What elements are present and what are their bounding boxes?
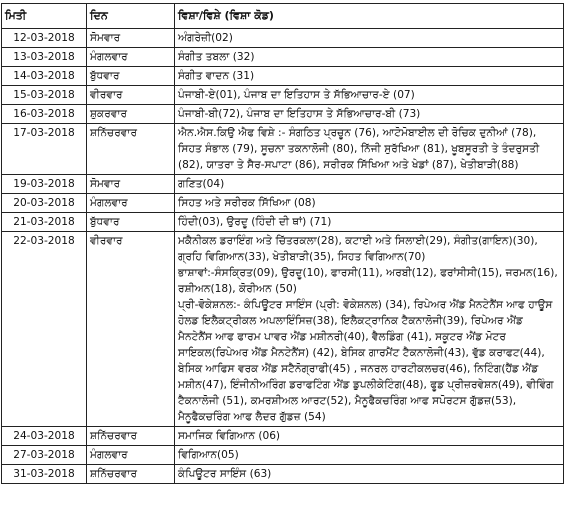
subject-text: ਪੰਜਾਬੀ-ਬੀ(72), ਪੰਜਾਬ ਦਾ ਇਤਿਹਾਸ ਤੇ ਸੱਭਿਆਚਾਰ-ਬੀ (73) (178, 108, 421, 120)
exam-day: ਮੰਗਲਵਾਰ (87, 194, 175, 213)
table-row (2, 67, 564, 86)
exam-date: 22-03-2018 (2, 232, 87, 427)
subject-text: ਅੰਗਰੇਜ਼ੀ(02) (178, 32, 233, 44)
exam-day: ਮੰਗਲਵਾਰ (87, 446, 175, 465)
exam-date: 27-03-2018 (2, 446, 87, 465)
subject-text: ਕੰਪਿਊਟਰ ਸਾਇੰਸ (63) (178, 468, 272, 480)
exam-subjects (175, 427, 564, 446)
exam-day: ਸ਼ਨਿੱਚਰਵਾਰ (87, 124, 175, 175)
table-row (2, 124, 564, 175)
exam-date: 31-03-2018 (2, 465, 87, 484)
exam-day: ਸ਼ਨਿੱਚਰਵਾਰ (87, 465, 175, 484)
exam-date: 16-03-2018 (2, 105, 87, 124)
subject-text: ਸੰਗੀਤ ਤਬਲਾ (32) (178, 51, 255, 63)
table-row (2, 175, 564, 194)
exam-day: ਮੰਗਲਵਾਰ (87, 48, 175, 67)
exam-subjects (175, 446, 564, 465)
exam-date: 14-03-2018 (2, 67, 87, 86)
exam-day: ਸੋਮਵਾਰ (87, 29, 175, 48)
table-row (2, 48, 564, 67)
exam-schedule-table (1, 3, 564, 484)
subject-text: ਪ੍ਰੀ-ਵੋਕੇਸ਼ਨਲ:- ਕੰਪਿਊਟਰ ਸਾਇੰਸ (ਪ੍ਰੀ: ਵੋਕੇਸ਼ਨਲ) (34), ਰਿਪੇਅਰ ਐਂਡ ਮੈਨਟੇਨੈਂਸ ਆਫ ਹਾਊਸ ਹੋਲਡ ਇਲੈਕਟ੍ਰੀਕਲ ਅਪਲਾਇੰਸਿਜ਼(38), ਇਲੈਕਟ੍ਰਾਨਿਕ ਟੈਕਨਾਲੋਜੀ(39), ਰਿਪੇਅਰ ਐਂਡ ਮੈਨਟੇਨੈਂਸ ਆਫ ਫਾਰਮ ਪਾਵਰ ਐਂਡ ਮਸ਼ੀਨਰੀ(40), ਵੈਲਡਿੰਗ (41), ਸਕੂਟਰ ਐਂਡ ਮੋਟਰ ਸਾਇਕਲ(ਰਿਪੇਅਰ ਐਂਡ ਮੈਨਟੇਨੈਂਸ) (42), ਬੇਸਿਕ ਗਾਰਮੈਂਟ ਟੈਕਨਾਲੋਜੀ(43), ਵੁੱਡ ਕਰਾਫਟ(44), ਬੇਸਿਕ ਆਫਿਸ ਵਰਕ ਐਂਡ ਸਟੈਨੋਗ੍ਰਾਫੀ(45) , ਜਨਰਲ ਹਾਰਟੀਕਲਚਰ(46), ਨਿਟਿੰਗ(ਹੈਂਡ ਐਂਡ ਮਸ਼ੀਨ(47), ਇੰਜੀਨੀਅਰਿੰਗ ਡਰਾਫਟਿੰਗ ਐਂਡ ਡੁਪਲੀਕੇਟਿੰਗ(48), ਫੂਡ ਪ੍ਰੀਜ਼ਰਵੇਸ਼ਨ(49), ਵੀਵਿੰਗ ਟੈਕਨਾਲੋਜੀ (51), ਕਮਰਸ਼ੀਅਲ ਆਰਟ(52), ਮੈਨੂਫੈਕਚਰਿੰਗ ਆਫ ਸਪੋਰਟਸ ਗੁੱਡਜ਼(53), ਮੈਨੂਫੈਕਚਰਿੰਗ ਆਫ ਲੈਦਰ ਗੁੱਡਜ਼ (54) (178, 299, 554, 423)
table-row (2, 446, 564, 465)
table-row (2, 232, 564, 427)
exam-subjects (175, 48, 564, 67)
subject-text: ਮਕੈਨੀਕਲ ਡਰਾਇੰਗ ਅਤੇ ਚਿੱਤਰਕਲਾ(28), ਕਟਾਈ ਅਤੇ ਸਿਲਾਈ(29), ਸੰਗੀਤ(ਗਾਇਨ)(30), ਗ੍ਰਹਿ ਵਿਗਿਆਨ(33), ਖੇਤੀਬਾੜੀ(35), ਸਿਹਤ ਵਿਗਿਆਨ(70) (178, 235, 538, 263)
exam-date: 13-03-2018 (2, 48, 87, 67)
subject-text: ਵਿਗਿਆਨ(05) (178, 449, 239, 461)
subject-text: ਭਾਸ਼ਾਵਾਂ:-ਸੰਸਕ੍ਰਿਤ(09), ਉਰਦੂ(10), ਫਾਰਸੀ(11), ਅਰਬੀ(12), ਫਰਾਂਸੀਸੀ(15), ਜਰਮਨ(16), ਰਸ਼ੀਅਨ(18), ਕੋਰੀਅਨ (50) (178, 267, 558, 295)
table-row (2, 194, 564, 213)
header-date: ਮਿਤੀ (2, 4, 87, 29)
exam-subjects (175, 213, 564, 232)
exam-subjects (175, 232, 564, 427)
exam-day: ਸ਼ੁਕਰਵਾਰ (87, 105, 175, 124)
table-row (2, 86, 564, 105)
exam-day: ਵੀਰਵਾਰ (87, 86, 175, 105)
exam-date: 24-03-2018 (2, 427, 87, 446)
exam-subjects (175, 194, 564, 213)
table-row (2, 29, 564, 48)
subject-text: ਐਨ.ਐਸ.ਕਿਉ ਐਫ ਵਿਸ਼ੇ :- ਸੰਗਠਿਤ ਪ੍ਰਚੂਨ (76), ਆਟੋਮੋਬਾਈਲ ਦੀ ਰੋਚਿਕ ਦੁਨੀਆਂ (78), ਸਿਹਤ ਸੰਭਾਲ (79), ਸੂਚਨਾ ਤਕਨਾਲੋਜੀ (80), ਨਿੱਜੀ ਸੁਰੱਖਿਆ (81), ਖੂਬਸੂਰਤੀ ਤੇ ਤੰਦਰੁਸਤੀ (82), ਯਾਤਰਾ ਤੇ ਸੈਰ-ਸਪਾਟਾ (86), ਸਰੀਰਕ ਸਿੱਖਿਆ ਅਤੇ ਖੇਡਾਂ (87), ਖੇਤੀਬਾੜੀ(88) (178, 127, 540, 171)
subject-text: ਹਿੰਦੀ(03), ਉਰਦੂ (ਹਿੰਦੀ ਦੀ ਥਾਂ) (71) (178, 216, 332, 228)
exam-day: ਸੋਮਵਾਰ (87, 175, 175, 194)
exam-subjects (175, 124, 564, 175)
exam-date: 21-03-2018 (2, 213, 87, 232)
exam-day: ਬੁੱਧਵਾਰ (87, 67, 175, 86)
exam-day: ਵੀਰਵਾਰ (87, 232, 175, 427)
exam-subjects (175, 175, 564, 194)
table-row (2, 213, 564, 232)
subject-text: ਪੰਜਾਬੀ-ਏ(01), ਪੰਜਾਬ ਦਾ ਇਤਿਹਾਸ ਤੇ ਸੱਭਿਆਚਾਰ-ਏ (07) (178, 89, 415, 101)
table-row (2, 105, 564, 124)
exam-day: ਸ਼ਨਿੱਚਰਵਾਰ (87, 427, 175, 446)
exam-date: 19-03-2018 (2, 175, 87, 194)
exam-day: ਬੁੱਧਵਾਰ (87, 213, 175, 232)
header-day: ਦਿਨ (87, 4, 175, 29)
exam-date: 20-03-2018 (2, 194, 87, 213)
exam-subjects (175, 67, 564, 86)
subject-text: ਸਮਾਜਿਕ ਵਿਗਿਆਨ (06) (178, 430, 281, 442)
exam-subjects (175, 465, 564, 484)
header-row (2, 4, 564, 29)
subject-text: ਗਣਿਤ(04) (178, 178, 225, 190)
table-row (2, 427, 564, 446)
subject-text: ਸੰਗੀਤ ਵਾਦਨ (31) (178, 70, 255, 82)
exam-subjects (175, 105, 564, 124)
header-subject: ਵਿਸ਼ਾ/ਵਿਸ਼ੇ (ਵਿਸ਼ਾ ਕੋਡ) (175, 4, 564, 29)
exam-subjects (175, 29, 564, 48)
exam-date: 12-03-2018 (2, 29, 87, 48)
exam-date: 17-03-2018 (2, 124, 87, 175)
exam-date: 15-03-2018 (2, 86, 87, 105)
table-row (2, 465, 564, 484)
subject-text: ਸਿਹਤ ਅਤੇ ਸਰੀਰਕ ਸਿੱਖਿਆ (08) (178, 197, 316, 209)
exam-subjects (175, 86, 564, 105)
